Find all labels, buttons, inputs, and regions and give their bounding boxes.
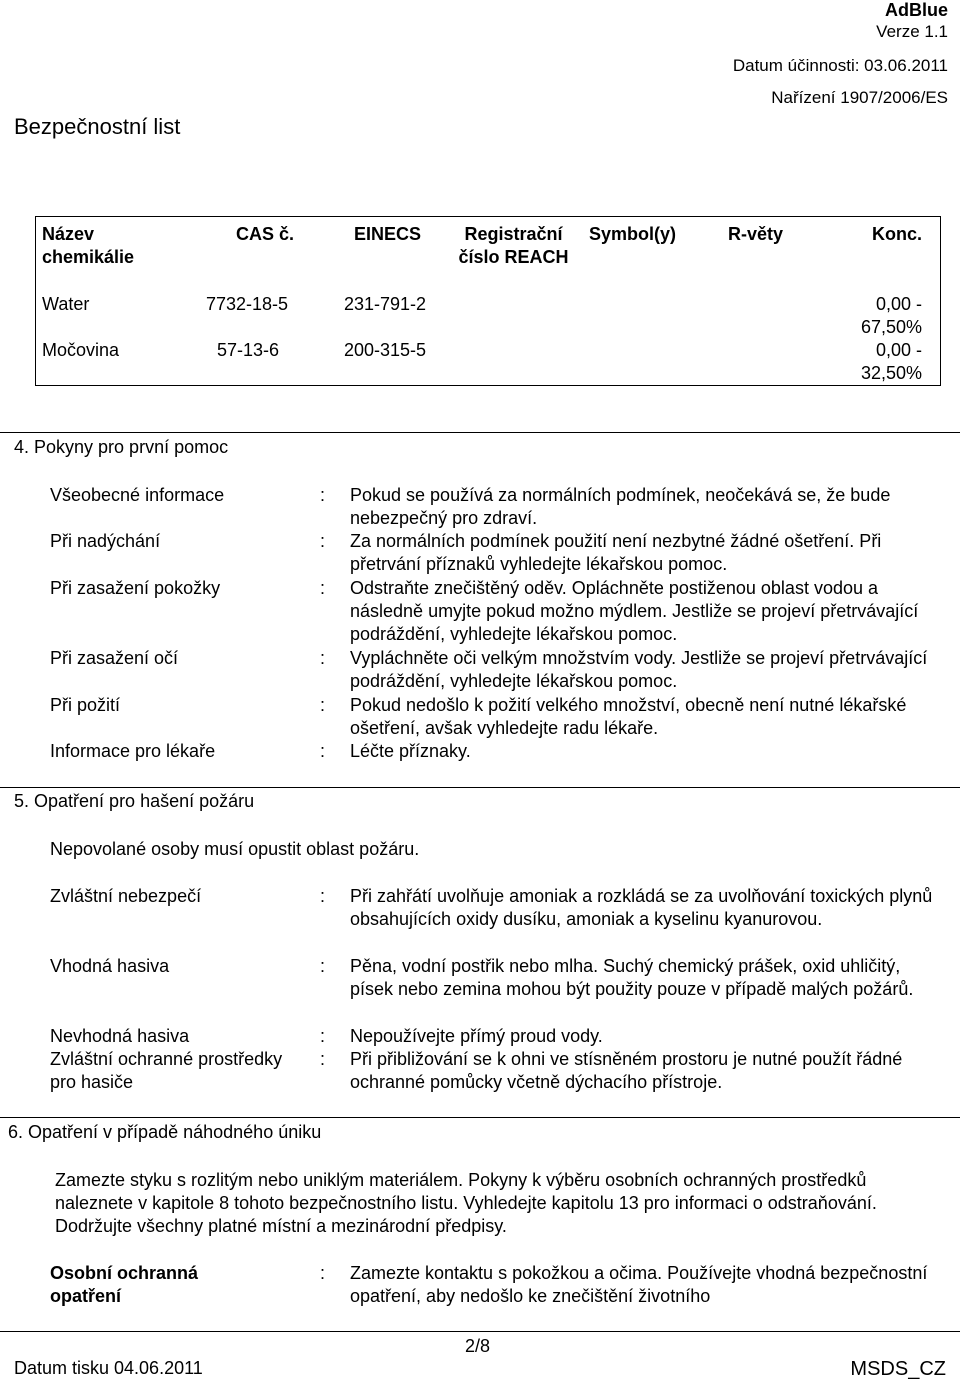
section-divider	[0, 432, 960, 433]
item-text: Odstraňte znečištěný oděv. Opláchněte postiženou oblast vodou a následně umyjte pokud možno mýdlem. Jestliže se projeví přetrvávající podráždění, vyhledejte lékařskou pomoc.	[350, 578, 919, 644]
item-text: Vypláchněte oči velkým množstvím vody. Jestliže se projeví přetrvávající podráždění, vyhledejte lékařskou pomoc.	[350, 648, 928, 691]
print-date: Datum tisku 04.06.2011	[14, 1358, 203, 1378]
item-text: Pokud nedošlo k požití velkého množství, obecně není nutné lékařské ošetření, avšak vyhledejte radu lékaře.	[350, 695, 907, 738]
row-einecs: 200-315-5	[344, 340, 427, 360]
item-label: Osobní ochranná opatření	[50, 1263, 199, 1306]
item-label: Vhodná hasiva	[50, 956, 170, 976]
footer-divider	[0, 1331, 960, 1332]
row-name: Močovina	[42, 340, 120, 360]
section-6-intro: Zamezte styku s rozlitým nebo uniklým materiálem. Pokyny k výběru osobních ochranných prostředků naleznete v kapitole 8 tohoto bezpečnostního listu. Vyhledejte kapitolu 13 pro informaci o odstraňování. Dodržujte všechny platné místní a mezinárodní předpisy.	[55, 1170, 877, 1236]
product-name: AdBlue	[885, 0, 948, 20]
colon: :	[320, 741, 326, 761]
first-aid-skin	[0, 577, 960, 647]
item-text: Pokud se používá za normálních podmínek, neočekává se, že bude nebezpečný pro zdraví.	[350, 485, 891, 528]
document-title: Bezpečnostní list	[14, 114, 181, 139]
th-conc: Konc.	[871, 224, 922, 244]
item-text: Při zahřátí uvolňuje amoniak a rozkládá se za uvolňování toxických plynů obsahujících oxidy dusíku, amoniak a kyselinu kyanurovou.	[350, 886, 933, 929]
item-label: Při zasažení očí	[50, 648, 179, 668]
item-label: Všeobecné informace	[50, 485, 225, 505]
th-r-phrases: R-věty	[728, 224, 784, 244]
th-cas: CAS č.	[236, 224, 295, 244]
item-label: Zvláštní nebezpečí	[50, 886, 202, 906]
effective-date: Datum účinnosti: 03.06.2011	[732, 56, 948, 75]
spill-personal-precautions	[0, 1262, 960, 1309]
colon: :	[320, 648, 326, 668]
first-aid-doctor-info	[0, 740, 960, 764]
colon: :	[320, 956, 326, 976]
section-5-intro: Nepovolané osoby musí opustit oblast požáru.	[50, 839, 420, 859]
item-text: Pěna, vodní postřik nebo mlha. Suchý chemický prášek, oxid uhličitý, písek nebo zemina mohou být použity pouze v případě malých požárů.	[350, 956, 914, 999]
colon: :	[320, 578, 326, 598]
row-conc: 0,00 -	[875, 340, 922, 360]
section-6-title: 6. Opatření v případě náhodného úniku	[8, 1122, 322, 1142]
item-text: Nepoužívejte přímý proud vody.	[350, 1026, 603, 1046]
row-name: Water	[42, 294, 90, 314]
first-aid-eyes	[0, 647, 960, 694]
colon: :	[320, 1263, 326, 1283]
composition-table	[35, 216, 941, 386]
section-divider	[0, 1117, 960, 1118]
page-number: 2/8	[465, 1336, 491, 1356]
item-label: Při zasažení pokožky	[50, 578, 221, 598]
colon: :	[320, 531, 326, 551]
row-conc: 32,50%	[860, 363, 922, 383]
item-text: Zamezte kontaktu s pokožkou a očima. Používejte vhodná bezpečnostní opatření, aby nedošlo ke znečištění životního	[350, 1263, 928, 1306]
row-cas: 57-13-6	[217, 340, 280, 360]
item-label: Informace pro lékaře	[50, 741, 216, 761]
item-label: Při požití	[50, 695, 121, 715]
item-text: Při přibližování se k ohni ve stísněném prostoru je nutné použít řádné ochranné pomůcky včetně dýchacího přístroje.	[350, 1049, 903, 1092]
colon: :	[320, 886, 326, 906]
document-code: MSDS_CZ	[850, 1358, 946, 1380]
section-4-title: 4. Pokyny pro první pomoc	[14, 437, 229, 457]
section-5-title: 5. Opatření pro hašení požáru	[14, 791, 255, 811]
row-conc: 0,00 -	[875, 294, 922, 314]
item-label: Nevhodná hasiva	[50, 1026, 190, 1046]
first-aid-inhalation	[0, 530, 960, 577]
item-label: Zvláštní ochranné prostředky pro hasiče	[50, 1049, 283, 1092]
colon: :	[320, 1026, 326, 1046]
fire-special-hazards	[0, 885, 960, 955]
item-label: Při nadýchání	[50, 531, 161, 551]
item-text: Za normálních podmínek použití není nezbytné žádné ošetření. Při přetrvání příznaků vyhledejte lékařskou pomoc.	[350, 531, 882, 574]
row-einecs: 231-791-2	[344, 294, 427, 314]
colon: :	[320, 1049, 326, 1069]
th-reach: Registrační číslo REACH	[458, 224, 569, 267]
colon: :	[320, 695, 326, 715]
version: Verze 1.1	[876, 22, 948, 41]
row-cas: 7732-18-5	[206, 294, 289, 314]
colon: :	[320, 485, 326, 505]
section-divider	[0, 787, 960, 788]
first-aid-ingestion	[0, 694, 960, 740]
th-symbols: Symbol(y)	[589, 224, 677, 244]
first-aid-general	[0, 484, 960, 530]
fire-unsuitable-media	[0, 1025, 960, 1048]
th-einecs: EINECS	[354, 224, 422, 244]
item-text: Léčte příznaky.	[350, 741, 471, 761]
regulation: Nařízení 1907/2006/ES	[771, 88, 948, 107]
row-conc: 67,50%	[860, 317, 922, 337]
fire-suitable-media	[0, 955, 960, 1025]
th-name: Název chemikálie	[42, 224, 135, 267]
fire-protective-equipment	[0, 1048, 960, 1095]
